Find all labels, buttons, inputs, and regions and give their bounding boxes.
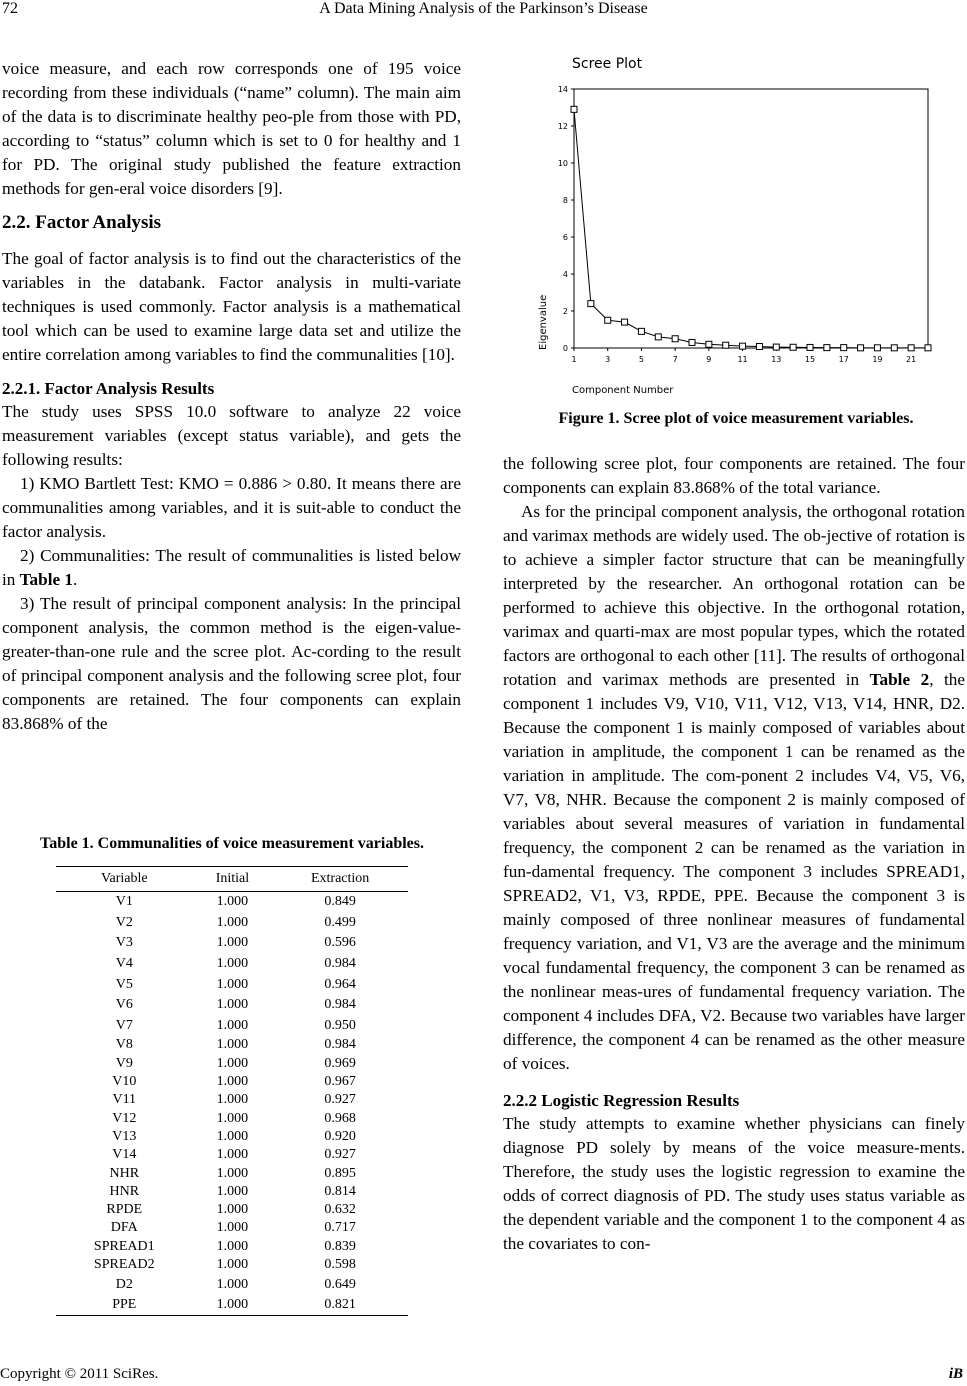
table-row	[56, 974, 408, 995]
table-cell: V12	[112, 1110, 137, 1126]
data-point	[740, 343, 746, 349]
chart-title: Scree Plot	[572, 56, 643, 72]
table-cell: RPDE	[106, 1202, 143, 1218]
data-point	[790, 344, 796, 350]
table-cell: 0.920	[324, 1128, 356, 1144]
table-cell: 0.927	[324, 1092, 356, 1108]
table-row	[56, 1238, 408, 1256]
left-paragraph-pca: 3) The result of principal component analysis: In the principal component analysis, the common method is the eigen-value-greater-than-one rule and the scree plot. Ac-cording to the result of principal component analysis and the following scree plot, four components are retained. The four components can explain 83.868% of the	[2, 594, 461, 733]
table-cell: 1.000	[216, 1238, 249, 1254]
table-header-cell: Initial	[193, 867, 273, 892]
table-cell: 1.000	[216, 997, 249, 1013]
table-cell: 0.964	[324, 976, 356, 992]
data-point	[622, 319, 628, 325]
data-point	[756, 344, 762, 350]
data-point	[672, 336, 678, 342]
table-cell: 0.984	[324, 1037, 356, 1053]
table-cell: 0.596	[324, 935, 356, 951]
subsection-heading-logistic: 2.2.2 Logistic Regression Results	[503, 1091, 740, 1110]
table-cell: V2	[115, 914, 133, 930]
table-cell: 0.927	[324, 1147, 356, 1163]
scree-plot	[520, 70, 960, 400]
right-paragraph-1: the following scree plot, four components are retained. The four components can explain 83.868% of the total variance.	[503, 454, 965, 497]
table-cell: PPE	[56, 1295, 193, 1316]
y-tick-label: 14	[557, 85, 568, 94]
table-row	[56, 1183, 408, 1201]
data-point	[605, 317, 611, 323]
left-paragraph-3: The study uses SPSS 10.0 software to analyze 22 voice measurement variables (except status variable), and gets the following results:	[2, 402, 461, 469]
table-cell: V1	[115, 894, 133, 910]
table-cell: 1.000	[216, 1165, 249, 1181]
table-row	[56, 1201, 408, 1219]
table-row	[56, 933, 408, 954]
copyright-footer: Copyright © 2011 SciRes.	[0, 1366, 159, 1382]
table-cell: NHR	[109, 1165, 140, 1181]
data-point	[807, 344, 813, 350]
table-cell: V8	[115, 1037, 133, 1053]
table-cell: 0.632	[324, 1202, 356, 1218]
table-1-caption: Table 1. Communalities of voice measurement variables.	[40, 835, 424, 852]
table-cell: 1.000	[216, 1276, 249, 1292]
y-tick-label: 8	[562, 196, 568, 205]
x-tick-label: 13	[771, 355, 782, 364]
series-line-eigenvalue	[574, 109, 928, 347]
table-cell: HNR	[109, 1183, 140, 1199]
table-row	[56, 1128, 408, 1146]
table-header-row	[56, 867, 408, 892]
table-row	[56, 1256, 408, 1274]
table-cell: 0.717	[324, 1220, 356, 1236]
data-point	[858, 345, 864, 351]
running-title: A Data Mining Analysis of the Parkinson’s Disease	[319, 0, 648, 17]
table-header-cell: Variable	[56, 867, 193, 892]
data-point	[874, 345, 880, 351]
table-cell: V13	[112, 1128, 137, 1144]
communalities-table	[56, 866, 408, 1316]
y-tick-label: 2	[562, 307, 568, 316]
y-tick-label: 12	[557, 122, 568, 131]
y-axis-label: Eigenvalue	[538, 294, 549, 350]
table-cell: 0.968	[324, 1110, 356, 1126]
table-cell: V4	[115, 955, 133, 971]
data-point	[925, 345, 931, 351]
data-point	[706, 341, 712, 347]
table-cell: 1.000	[216, 1257, 249, 1273]
table-cell: 0.849	[324, 894, 356, 910]
page-number: 72	[2, 0, 18, 17]
y-tick-label: 4	[562, 270, 568, 279]
table-cell: 1.000	[216, 1037, 249, 1053]
data-point	[571, 106, 577, 112]
table-cell: DFA	[110, 1220, 138, 1236]
x-tick-label: 21	[906, 355, 917, 364]
table-cell: 1.000	[216, 894, 249, 910]
table-cell: V11	[112, 1092, 137, 1108]
table-cell: 0.499	[324, 914, 356, 930]
table-cell: V10	[112, 1074, 137, 1090]
right-column	[503, 452, 965, 1256]
table-cell: 1.000	[193, 1295, 273, 1316]
x-tick-label: 9	[706, 355, 712, 364]
table-cell: 1.000	[216, 1017, 249, 1033]
data-point	[824, 345, 830, 351]
table-cell: V5	[115, 976, 133, 992]
left-paragraph-2: The goal of factor analysis is to find out the characteristics of the variables in the databank. Factor analysis in multi-variate techniques is used commonly. Factor analysis is a mathematical tool which can be used to examine large data set and utilize the entire correlation among variables to find the communalities [10].	[2, 249, 461, 364]
table-cell: 0.895	[324, 1165, 356, 1181]
table-cell: 0.984	[324, 997, 356, 1013]
data-point	[891, 345, 897, 351]
data-point	[689, 339, 695, 345]
left-column	[2, 57, 461, 736]
table-cell: 1.000	[216, 1128, 249, 1144]
data-point	[588, 301, 594, 307]
data-point	[841, 345, 847, 351]
table-cell: 0.950	[324, 1017, 356, 1033]
table-row	[56, 1219, 408, 1237]
table-cell: 0.969	[324, 1055, 356, 1071]
table-cell: 0.839	[324, 1238, 356, 1254]
table-1-ref: Table 1	[19, 570, 74, 589]
right-paragraph-logistic: The study attempts to examine whether physicians can finely diagnose PD solely by means of the voice measure-ments. Therefore, the study uses the logistic regression to examine the odds of correct diagnosis of PD. The study uses status variable as the dependent variable and the component 1 to the component 4 as the covariates to con-	[503, 1114, 965, 1253]
table-cell: 1.000	[216, 1074, 249, 1090]
table-cell: SPREAD1	[93, 1238, 155, 1254]
data-point	[908, 345, 914, 351]
table-cell: 1.000	[216, 914, 249, 930]
y-tick-label: 10	[557, 159, 568, 168]
table-row	[56, 995, 408, 1016]
table-cell: 0.598	[324, 1257, 356, 1273]
table-cell: 1.000	[216, 1220, 249, 1236]
data-point	[638, 328, 644, 334]
table-row	[56, 1164, 408, 1182]
table-cell: 0.814	[324, 1183, 356, 1199]
table-row	[56, 1295, 408, 1316]
table-row	[56, 1274, 408, 1295]
figure-1-caption: Figure 1. Scree plot of voice measurement variables.	[558, 410, 914, 427]
left-paragraph-1: voice measure, and each row corresponds one of 195 voice recording from these individuals (“name” column). The main aim of the data is to discriminate healthy peo-ple from those with PD, according to “status” column which is set to 0 for healthy and 1 for PD. The original study published the feature extraction methods for gen-eral voice disorders [9].	[2, 59, 461, 198]
table-row	[56, 954, 408, 975]
table-row	[56, 1016, 408, 1037]
table-cell: V14	[112, 1147, 137, 1163]
table-row	[56, 1091, 408, 1109]
table-cell: V3	[115, 935, 133, 951]
x-tick-label: 15	[804, 355, 816, 364]
table-cell: 1.000	[216, 1202, 249, 1218]
table-cell: SPREAD2	[93, 1257, 155, 1273]
table-2-ref: Table 2	[869, 670, 930, 689]
data-point	[723, 342, 729, 348]
x-tick-label: 11	[737, 355, 748, 364]
table-cell: D2	[115, 1276, 133, 1292]
x-axis-label: Component Number	[572, 385, 674, 396]
table-row	[56, 1055, 408, 1073]
subsection-heading-factor-results: 2.2.1. Factor Analysis Results	[2, 379, 215, 398]
table-row	[56, 892, 408, 913]
journal-abbrev: iB	[948, 1366, 963, 1382]
table-cell: 1.000	[216, 1055, 249, 1071]
data-point	[655, 334, 661, 340]
table-body	[56, 892, 408, 1316]
table-cell: V7	[115, 1017, 133, 1033]
x-tick-label: 7	[672, 355, 678, 364]
table-cell: 1.000	[216, 1110, 249, 1126]
table-cell: 1.000	[216, 1183, 249, 1199]
y-tick-label: 0	[562, 344, 568, 353]
table-cell: 0.984	[324, 955, 356, 971]
x-tick-label: 1	[571, 355, 577, 364]
table-row	[56, 1110, 408, 1128]
x-tick-label: 17	[838, 355, 849, 364]
left-paragraph-communalities: 2) Communalities: The result of communalities is listed below in Table 1.	[2, 546, 461, 589]
table-cell: 1.000	[216, 976, 249, 992]
table-row	[56, 1036, 408, 1054]
table-cell: 0.649	[324, 1276, 356, 1292]
table-cell: 0.967	[324, 1074, 356, 1090]
section-heading-factor-analysis: 2.2. Factor Analysis	[2, 212, 162, 233]
table-row	[56, 1146, 408, 1164]
table-cell: 1.000	[216, 955, 249, 971]
x-tick-label: 3	[605, 355, 611, 364]
table-cell: 0.821	[272, 1295, 408, 1316]
table-cell: V6	[115, 997, 133, 1013]
table-cell: 1.000	[216, 1092, 249, 1108]
x-tick-label: 5	[638, 355, 644, 364]
data-point	[773, 344, 779, 350]
table-cell: V9	[115, 1055, 133, 1071]
plot-frame	[574, 89, 928, 348]
table-row	[56, 912, 408, 933]
right-paragraph-rotation: As for the principal component analysis, the orthogonal rotation and varimax methods are widely used. The ob-jective of rotation is to achieve a simpler factor structure that can be meaningfully interpreted by the researcher. An orthogonal rotation can be performed to achieve this objective. In the orthogonal rotation, varimax and quarti-max are most popular types, which the rotated factors are orthogonal to each other [11]. The results of orthogonal rotation and varimax methods are presented in Table 2, the component 1 includes V9, V10, V11, V12, V13, V14, HNR, D2. Because the component 1 is mainly composed of variables about variation in amplitude, the component 1 can be renamed as the variation in amplitude. The com-ponent 2 includes V4, V5, V6, V7, V8, NHR. Because the component 2 is mainly composed of variables about several measures of variation in fundamental frequency, the component 2 can be renamed as the variation in fun-damental frequency. The component 3 includes SPREAD1, SPREAD2, V1, V3, RPDE, PPE. Because the component 3 is mainly composed of three nonlinear measures of fundamental frequency variation, and V1, V3 are the average and the minimum vocal fundamental frequency, the component 3 can be renamed as the nonlinear meas-ures of fundamental frequency variation. The component 4 includes DFA, V2. Because two variables have larger difference, the component 4 can be renamed as the other measure of voices.	[503, 502, 965, 1073]
table-cell: 1.000	[216, 935, 249, 951]
table-cell: 1.000	[216, 1147, 249, 1163]
table-header-cell: Extraction	[272, 867, 408, 892]
left-paragraph-kmo: 1) KMO Bartlett Test: KMO = 0.886 > 0.80. It means there are communalities among variables, and it is suit-able to conduct the factor analysis.	[2, 474, 461, 541]
table-row	[56, 1073, 408, 1091]
y-tick-label: 6	[562, 233, 568, 242]
x-tick-label: 19	[872, 355, 883, 364]
